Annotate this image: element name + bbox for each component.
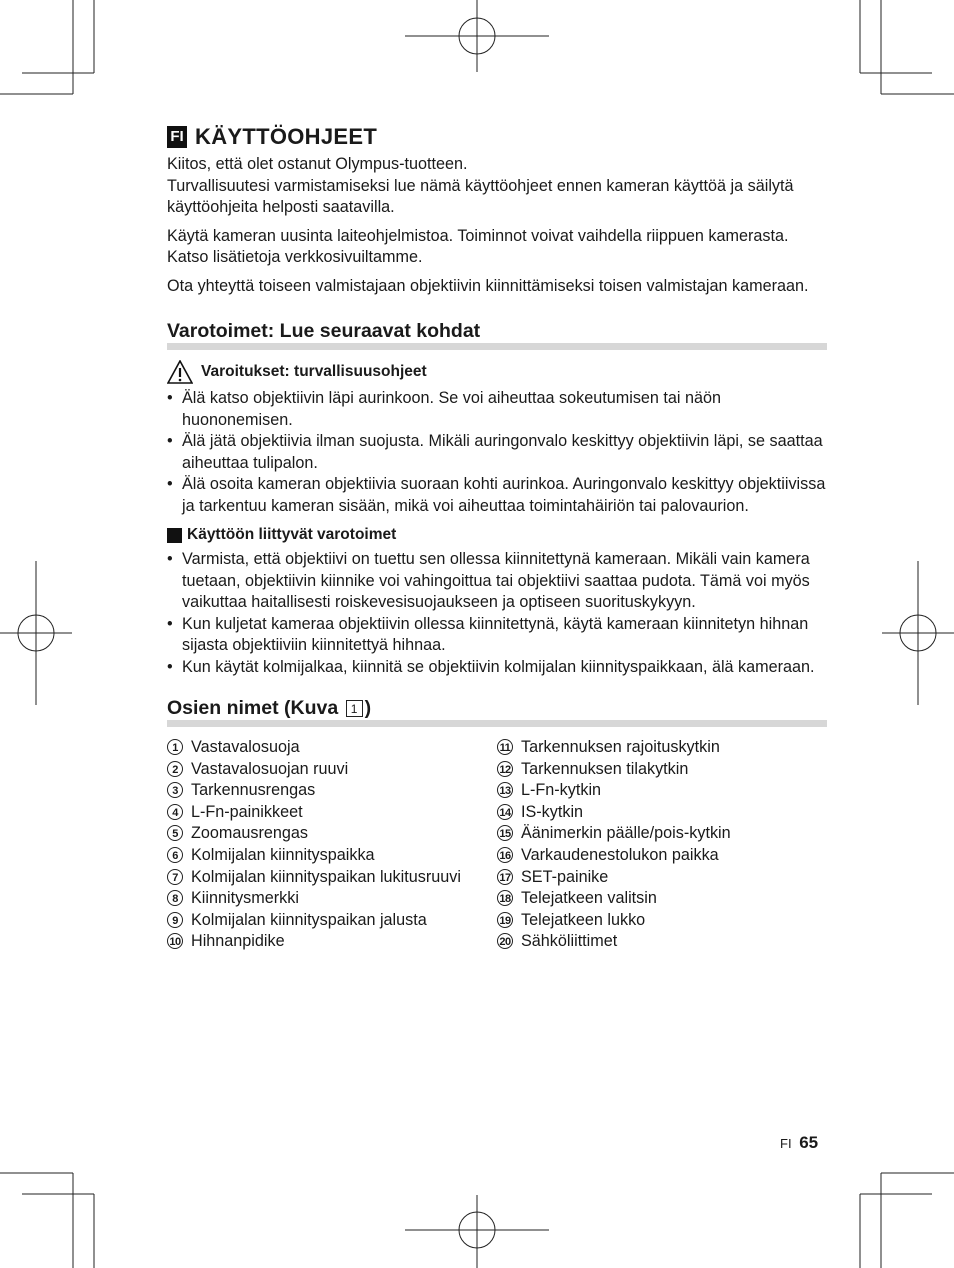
- black-square-icon: [167, 528, 182, 543]
- list-item-text: Älä osoita kameran objektiivia suoraan kohti aurinkoa. Auringonvalo keskittyy objektiivissa ja tarkentuu kameran sisään, mikä voi aiheuttaa toimintahäiriön tai palovaurion.: [182, 475, 826, 515]
- part-label: Kiinnitysmerkki: [191, 889, 299, 908]
- list-item: [167, 614, 827, 657]
- bullet: •: [167, 614, 173, 633]
- part-number-circle: 11: [497, 739, 513, 755]
- part-number-circle: 1: [167, 739, 183, 755]
- part-label: Varkaudenestolukon paikka: [521, 845, 719, 864]
- part-label: L-Fn-painikkeet: [191, 802, 303, 821]
- part-label: Tarkennuksen tilakytkin: [521, 759, 689, 778]
- part-label: SET-painike: [521, 867, 609, 886]
- list-item: [167, 388, 827, 431]
- part-label: Vastavalosuojan ruuvi: [191, 759, 349, 778]
- parts-right-column: [497, 737, 827, 953]
- part-item: [497, 759, 827, 781]
- part-number-circle: 4: [167, 804, 183, 820]
- list-item: [167, 549, 827, 614]
- bullet: •: [167, 432, 173, 450]
- section-heading-precautions: Varotoimet: Lue seuraavat kohdat: [167, 319, 827, 350]
- warnings-list: [167, 388, 827, 517]
- part-item: [497, 867, 827, 889]
- part-number-circle: 2: [167, 761, 183, 777]
- part-number-circle: 3: [167, 782, 183, 798]
- part-number-circle: 6: [167, 847, 183, 863]
- part-number-circle: 7: [167, 869, 183, 885]
- part-item: [167, 931, 497, 953]
- part-label: L-Fn-kytkin: [521, 781, 602, 800]
- usage-title: Käyttöön liittyvät varotoimet: [187, 526, 397, 543]
- part-label: Tarkennusrengas: [191, 781, 316, 800]
- footer-language: FI: [780, 1136, 792, 1151]
- part-number-circle: 15: [497, 825, 513, 841]
- part-number-circle: 20: [497, 933, 513, 949]
- part-number-circle: 19: [497, 912, 513, 928]
- warnings-title: Varoitukset: turvallisuusohjeet: [201, 363, 427, 380]
- part-number-circle: 18: [497, 890, 513, 906]
- part-item: [497, 737, 827, 759]
- usage-heading: [167, 525, 827, 545]
- part-label: Äänimerkin päälle/pois-kytkin: [521, 824, 731, 843]
- part-item: [167, 888, 497, 910]
- part-item: [497, 845, 827, 867]
- part-item: [497, 780, 827, 802]
- part-item: [497, 931, 827, 953]
- language-badge: FI: [167, 126, 187, 148]
- part-item: [497, 910, 827, 932]
- part-label: Telejatkeen lukko: [521, 910, 646, 929]
- part-number-circle: 5: [167, 825, 183, 841]
- part-item: [497, 888, 827, 910]
- list-item-text: Kun kuljetat kameraa objektiivin ollessa kiinnitettynä, käytä kameraan kiinnitetyn hihnan sijasta objektiiviin kiinnitettyä hihnaa.: [182, 614, 809, 654]
- list-item-text: Älä jätä objektiivia ilman suojusta. Mikäli auringonvalo keskittyy objektiivin läpi, se saattaa aiheuttaa tulipalon.: [182, 432, 823, 472]
- page-content: [167, 124, 827, 953]
- bullet: •: [167, 657, 173, 676]
- part-label: Hihnanpidike: [191, 932, 285, 951]
- part-number-circle: 9: [167, 912, 183, 928]
- warnings-heading: [167, 360, 827, 384]
- part-label: Kolmijalan kiinnityspaikka: [191, 845, 375, 864]
- warning-triangle-icon: [167, 360, 193, 384]
- part-number-circle: 13: [497, 782, 513, 798]
- title-text: KÄYTTÖOHJEET: [195, 124, 378, 149]
- part-item: [167, 845, 497, 867]
- usage-list: [167, 549, 827, 678]
- intro-paragraph: Ota yhteyttä toiseen valmistajaan objektiivin kiinnittämiseksi toisen valmistajan kameraan.: [167, 276, 809, 295]
- part-item: [167, 780, 497, 802]
- list-item-text: Varmista, että objektiivi on tuettu sen ollessa kiinnitettynä kameraan. Mikäli vain kamera tuetaan, objektiivin kiinnike voi vahingoittua tai objektiivi saattaa pudota. Tämä voi myös vaikuttaa haitallisesti roiskevesisuojaukseen ja optiseen suorituskykyyn.: [182, 550, 810, 611]
- figure-number-box: 1: [346, 700, 363, 717]
- parts-left-column: [167, 737, 497, 953]
- section-heading-parts: [167, 696, 827, 727]
- parts-columns: [167, 737, 827, 953]
- bullet: •: [167, 389, 173, 407]
- part-item: [497, 802, 827, 824]
- part-number-circle: 10: [167, 933, 183, 949]
- part-item: [167, 759, 497, 781]
- part-item: [167, 737, 497, 759]
- part-label: Kolmijalan kiinnityspaikan lukitusruuvi: [191, 867, 461, 886]
- part-label: Kolmijalan kiinnityspaikan jalusta: [191, 910, 427, 929]
- page-footer: [780, 1133, 818, 1153]
- part-number-circle: 14: [497, 804, 513, 820]
- list-item: [167, 474, 827, 517]
- part-item: [167, 867, 497, 889]
- list-item-text: Älä katso objektiivin läpi aurinkoon. Se voi aiheuttaa sokeutumisen tai näön huononemisen.: [182, 389, 722, 429]
- intro-paragraph: Kiitos, että olet ostanut Olympus-tuotteen. Turvallisuutesi varmistamiseksi lue nämä käyttöohjeet ennen kameran käyttöä ja säilytä käyttöohjeita helposti saatavilla.: [167, 155, 794, 216]
- part-number-circle: 17: [497, 869, 513, 885]
- page-title: [167, 124, 827, 150]
- part-label: IS-kytkin: [521, 802, 584, 821]
- part-item: [497, 823, 827, 845]
- part-item: [167, 910, 497, 932]
- part-number-circle: 16: [497, 847, 513, 863]
- part-label: Sähköliittimet: [521, 932, 618, 951]
- part-item: [167, 802, 497, 824]
- part-number-circle: 12: [497, 761, 513, 777]
- part-label: Zoomausrengas: [191, 824, 308, 843]
- list-item: [167, 431, 827, 474]
- part-item: [167, 823, 497, 845]
- part-label: Tarkennuksen rajoituskytkin: [521, 738, 720, 756]
- part-label: Telejatkeen valitsin: [521, 889, 657, 908]
- list-item-text: Kun käytät kolmijalkaa, kiinnitä se objektiivin kolmijalan kiinnityspaikkaan, älä kameraan.: [182, 657, 815, 676]
- parts-heading-text: Osien nimet (Kuva: [167, 697, 339, 719]
- bullet: •: [167, 550, 173, 568]
- intro-paragraph: Käytä kameran uusinta laiteohjelmistoa. Toiminnot voivat vaihdella riippuen kamerasta. Katso lisätietoja verkkosivuiltamme.: [167, 226, 789, 266]
- page-number: 65: [799, 1133, 819, 1152]
- parts-heading-suffix: ): [364, 697, 372, 719]
- part-label: Vastavalosuoja: [191, 738, 300, 756]
- bullet: •: [167, 475, 173, 493]
- part-number-circle: 8: [167, 890, 183, 906]
- list-item: [167, 657, 827, 679]
